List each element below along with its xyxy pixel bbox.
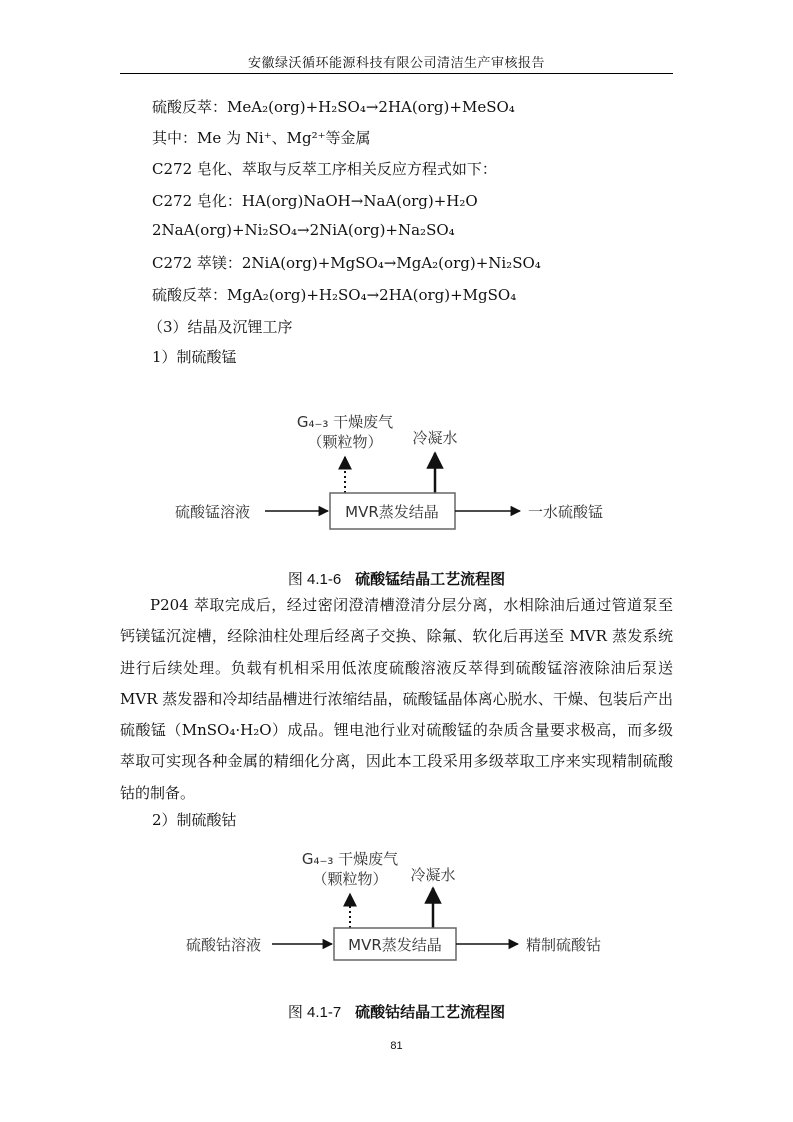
equation-lead: 硫酸反萃： — [152, 286, 228, 304]
input-label: 硫酸钴溶液 — [186, 936, 262, 954]
equation-line-2 — [152, 127, 371, 148]
subsection-heading-2: 2）制硫酸钴 — [152, 811, 237, 829]
equation-formula: 2NiA(org)+MgSO₄→MgA₂(org)+Ni₂SO₄ — [241, 254, 541, 272]
gas-label: G₄₋₃ 干燥废气 — [296, 413, 394, 431]
flow-diagram-1 — [0, 405, 793, 535]
figure-number: 图 4.1-6 — [287, 571, 342, 588]
equation-line-7 — [152, 284, 516, 305]
figure-title: 硫酸锰结晶工艺流程图 — [355, 570, 506, 588]
equation-formula: HA(org)NaOH→NaA(org)+H₂O — [241, 192, 478, 210]
output-label: 一水硫酸锰 — [528, 503, 604, 521]
page-header: 安徽绿沃循环能源科技有限公司清洁生产审核报告 — [247, 56, 545, 71]
page-number: 81 — [390, 1040, 403, 1052]
water-label: 冷凝水 — [410, 866, 456, 884]
figure-caption-1 — [0, 568, 793, 589]
equation-lead: 其中：Me 为 Ni⁺、Mg²⁺等金属 — [152, 129, 371, 147]
flow-diagram-2 — [0, 842, 793, 967]
gas-sublabel: （颗粒物） — [312, 870, 388, 888]
subsection-heading-1: 1）制硫酸锰 — [152, 348, 237, 366]
gas-label: G₄₋₃ 干燥废气 — [301, 850, 399, 868]
figure-number: 图 4.1-7 — [287, 1004, 342, 1021]
gas-sublabel: （颗粒物） — [307, 433, 383, 451]
figure-title: 硫酸钴结晶工艺流程图 — [355, 1003, 506, 1021]
equation-line-4 — [152, 190, 478, 211]
water-label: 冷凝水 — [412, 429, 458, 447]
process-label: MVR蒸发结晶 — [345, 503, 439, 521]
equation-formula: 2NaA(org)+Ni₂SO₄→2NiA(org)+Na₂SO₄ — [152, 221, 455, 239]
equation-line-3 — [152, 158, 497, 179]
header-rule — [120, 73, 673, 74]
equation-lead: C272 皂化： — [152, 192, 242, 210]
body-paragraph: P204 萃取完成后，经过密闭澄清槽澄清分层分离，水相除油后通过管道泵至钙镁锰沉淀槽，经除油柱处理后经离子交换、除氟、软化后再送至 MVR 蒸发系统进行后续处理。负载有机相采用低浓度硫酸溶液反萃得到硫酸锰溶液除油后泵送 MVR 蒸发器和冷却结晶槽进行浓缩结晶，硫酸锰晶体离心脱水、干燥、包装后产出硫酸锰（MnSO₄·H₂O）成品。锂电池行业对硫酸锰的杂质含量要求极高，而多级萃取可实现各种金属的精细化分离，因此本工段采用多级萃取工序来实现精制硫酸钴的制备。 — [120, 596, 673, 802]
equation-line-5 — [152, 221, 455, 239]
output-label: 精制硫酸钴 — [526, 936, 602, 954]
equation-line-1 — [152, 96, 515, 117]
section-heading: （3）结晶及沉锂工序 — [148, 318, 293, 336]
equation-formula: MgA₂(org)+H₂SO₄→2HA(org)+MgSO₄ — [227, 286, 517, 304]
equation-lead: C272 皂化、萃取与反萃工序相关反应方程式如下： — [152, 160, 497, 178]
figure-caption-2 — [0, 1001, 793, 1022]
equation-lead: 硫酸反萃： — [152, 98, 228, 116]
equation-lead: C272 萃镁： — [152, 254, 242, 272]
process-label: MVR蒸发结晶 — [348, 936, 442, 954]
equation-formula: MeA₂(org)+H₂SO₄→2HA(org)+MeSO₄ — [227, 98, 515, 116]
equation-line-6 — [152, 252, 541, 273]
input-label: 硫酸锰溶液 — [175, 503, 251, 521]
